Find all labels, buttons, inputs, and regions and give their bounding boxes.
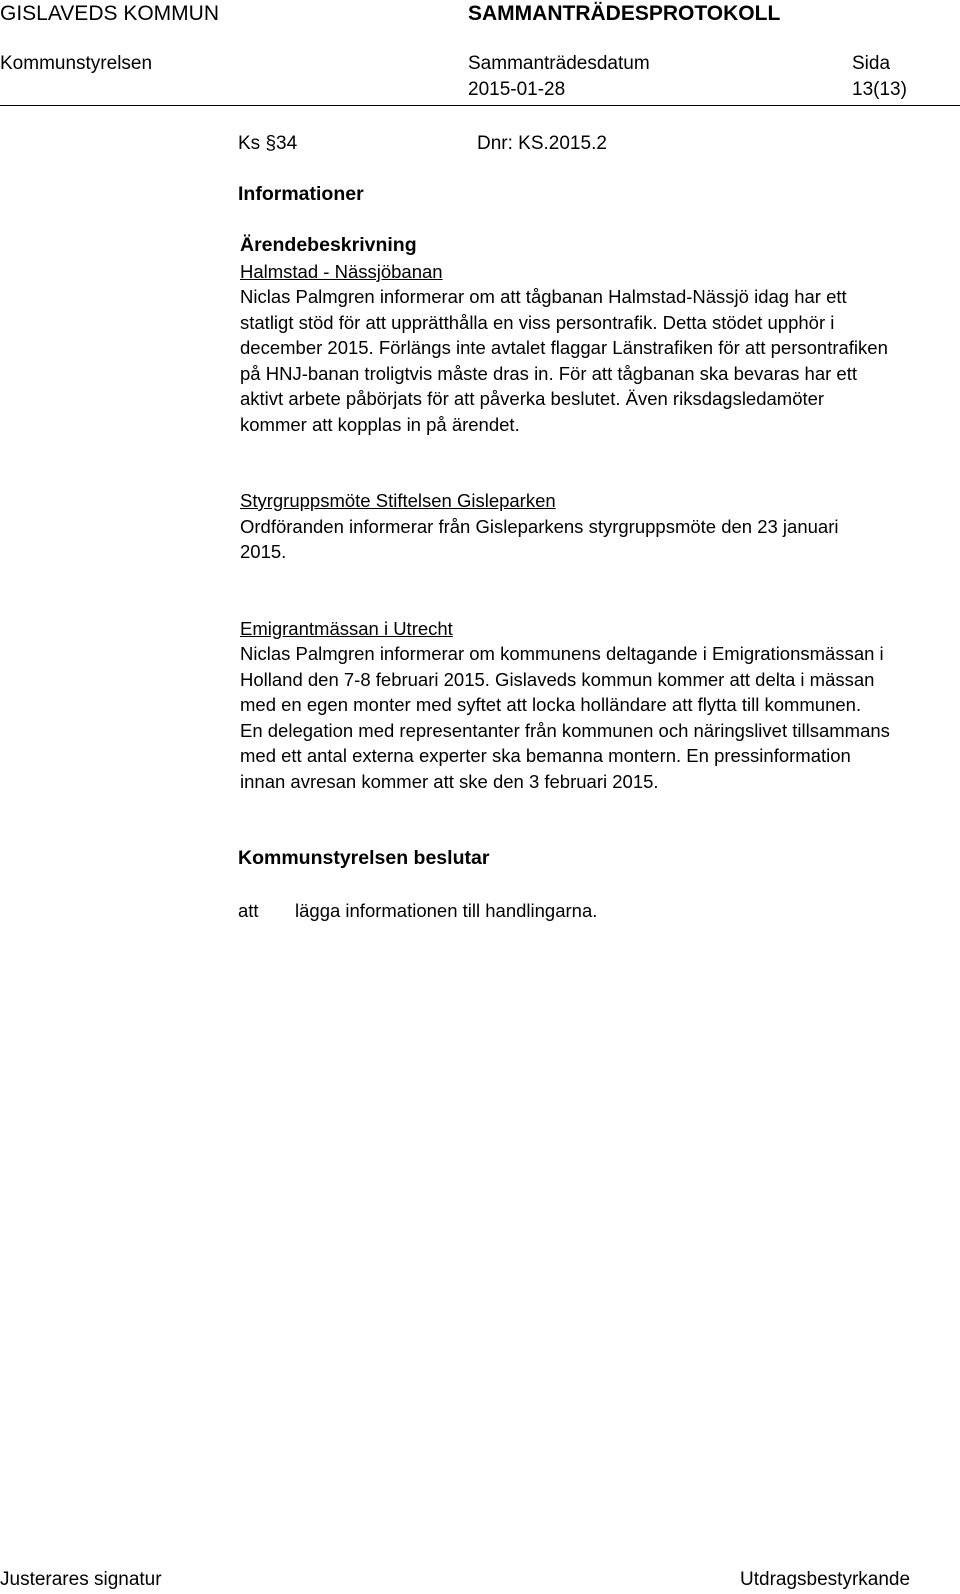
body-label: Kommunstyrelsen [0,53,153,74]
section-heading: Ärendebeskrivning [240,234,417,256]
date-label: Sammanträdesdatum [468,53,650,74]
decision-keyword: att [238,900,259,921]
case-number: Ks §34 [238,133,298,154]
item-subheading: Emigrantmässan i Utrecht [240,617,453,639]
case-description [240,233,940,794]
page-title: Informationer [238,183,364,205]
org-name: GISLAVEDS KOMMUN [0,2,219,25]
decision-text [238,898,597,924]
header-divider [0,105,960,106]
text-line: Niclas Palmgren informerar om att tågbanan Halmstad-Nässjö idag har ett [240,286,847,307]
text-line: kommer att kopplas in på ärendet. [240,413,520,435]
text-line: med ett antal externa experter ska bemanna montern. En pressinformation [240,745,851,766]
footer-signature-label: Justerares signatur [0,1569,162,1590]
text-line: Holland den 7-8 februari 2015. Gislaveds kommun kommer att delta i mässan [240,668,875,690]
page-value: 13(13) [852,79,907,100]
text-line: Ordföranden informerar från Gisleparkens styrgruppsmöte den 23 januari [240,515,839,537]
text-line: aktivt arbete påbörjats för att påverka beslutet. Även riksdagsledamöter [240,388,825,409]
date-value: 2015-01-28 [468,79,566,100]
decision-body: lägga informationen till handlingarna. [295,900,598,921]
text-line: En delegation med representanter från kommunen och näringslivet tillsammans [240,719,890,741]
text-line: på HNJ-banan troligtvis måste dras in. För att tågbanan ska bevaras har ett [240,362,857,384]
document-type: SAMMANTRÄDESPROTOKOLL [468,2,781,25]
decision-heading: Kommunstyrelsen beslutar [238,847,490,869]
item-subheading: Styrgruppsmöte Stiftelsen Gisleparken [240,490,556,511]
text-line: innan avresan kommer att ske den 3 februari 2015. [240,770,659,792]
diary-number: Dnr: KS.2015.2 [477,133,607,154]
text-line: statligt stöd för att upprätthålla en viss persontrafik. Detta stödet upphör i [240,311,835,333]
text-line: med en egen monter med syftet att locka holländare att flytta till kommunen. [240,694,862,715]
text-line: Niclas Palmgren informerar om kommunens deltagande i Emigrationsmässan i [240,643,884,664]
item-subheading: Halmstad - Nässjöbanan [240,260,443,282]
text-line: 2015. [240,541,287,562]
footer-extract-label: Utdragsbestyrkande [740,1569,911,1590]
page-label: Sida [852,53,891,74]
text-line: december 2015. Förlängs inte avtalet flaggar Länstrafiken för att persontrafiken [240,337,888,358]
